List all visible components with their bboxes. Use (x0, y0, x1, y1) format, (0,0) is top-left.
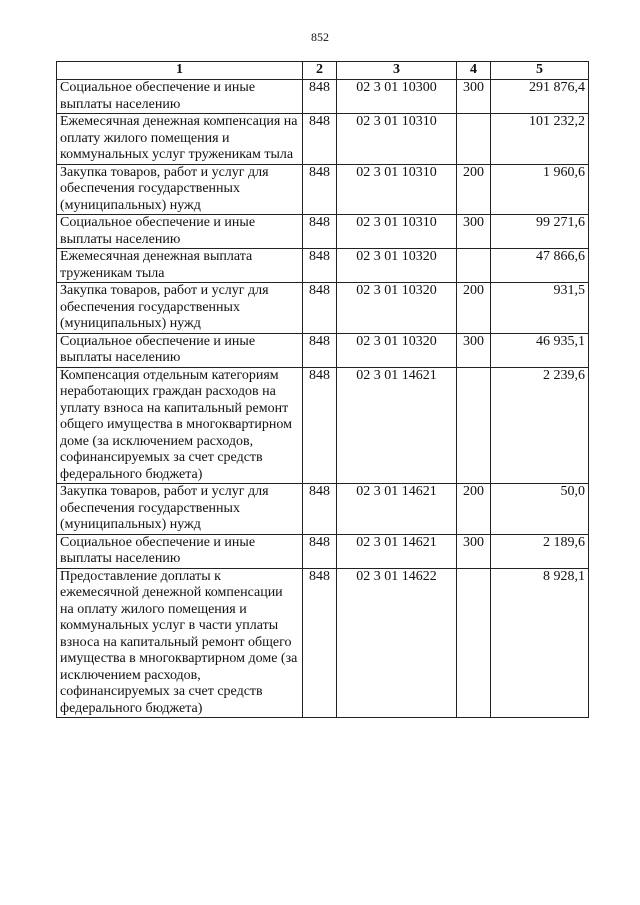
row-type: 300 (457, 534, 491, 568)
row-type (457, 568, 491, 718)
row-article: 02 3 01 10310 (337, 215, 457, 249)
table-row (57, 164, 589, 215)
row-amount: 50,0 (491, 484, 589, 535)
row-name: Ежемесячная денежная выплата труженикам тыла (57, 249, 303, 283)
row-type (457, 367, 491, 484)
row-code: 848 (303, 568, 337, 718)
row-type (457, 249, 491, 283)
row-name: Социальное обеспечение и иные выплаты населению (57, 534, 303, 568)
row-code: 848 (303, 164, 337, 215)
row-type: 200 (457, 283, 491, 334)
row-amount: 931,5 (491, 283, 589, 334)
row-amount: 2 189,6 (491, 534, 589, 568)
column-header-4: 4 (457, 62, 491, 80)
table-row (57, 283, 589, 334)
row-code: 848 (303, 249, 337, 283)
row-name: Социальное обеспечение и иные выплаты населению (57, 80, 303, 114)
row-code: 848 (303, 484, 337, 535)
row-amount: 47 866,6 (491, 249, 589, 283)
row-type: 200 (457, 484, 491, 535)
row-name: Закупка товаров, работ и услуг для обеспечения государственных (муниципальных) нужд (57, 283, 303, 334)
row-name: Ежемесячная денежная компенсация на оплату жилого помещения и коммунальных услуг труженикам тыла (57, 114, 303, 165)
table-row (57, 114, 589, 165)
row-code: 848 (303, 215, 337, 249)
header-row (57, 62, 589, 80)
row-type: 300 (457, 80, 491, 114)
row-name: Предоставление доплаты к ежемесячной денежной компенсации на оплату жилого помещения и коммунальных услуг в части уплаты взноса на капитальный ремонт общего имущества в многоквартирном доме (за исключением расходов, софинансируемых за счет средств федерального бюджета) (57, 568, 303, 718)
row-name: Компенсация отдельным категориям неработающих граждан расходов на уплату взноса на капитальный ремонт общего имущества в многоквартирном доме (за исключением расходов, софинансируемых за счет средств федерального бюджета) (57, 367, 303, 484)
row-amount: 101 232,2 (491, 114, 589, 165)
budget-table (56, 61, 589, 718)
row-article: 02 3 01 10320 (337, 249, 457, 283)
column-header-1: 1 (57, 62, 303, 80)
row-type: 200 (457, 164, 491, 215)
table-row (57, 367, 589, 484)
row-article: 02 3 01 14621 (337, 534, 457, 568)
row-amount: 8 928,1 (491, 568, 589, 718)
column-header-2: 2 (303, 62, 337, 80)
column-header-5: 5 (491, 62, 589, 80)
column-header-3: 3 (337, 62, 457, 80)
table-row (57, 249, 589, 283)
row-article: 02 3 01 10300 (337, 80, 457, 114)
table-row (57, 333, 589, 367)
row-code: 848 (303, 367, 337, 484)
row-type: 300 (457, 333, 491, 367)
row-code: 848 (303, 333, 337, 367)
row-name: Закупка товаров, работ и услуг для обеспечения государственных (муниципальных) нужд (57, 164, 303, 215)
row-type: 300 (457, 215, 491, 249)
row-name: Закупка товаров, работ и услуг для обеспечения государственных (муниципальных) нужд (57, 484, 303, 535)
row-article: 02 3 01 10310 (337, 114, 457, 165)
table-row (57, 484, 589, 535)
row-name: Социальное обеспечение и иные выплаты населению (57, 333, 303, 367)
row-amount: 99 271,6 (491, 215, 589, 249)
row-article: 02 3 01 14621 (337, 367, 457, 484)
row-article: 02 3 01 10320 (337, 283, 457, 334)
page-number: 852 (311, 30, 329, 44)
row-article: 02 3 01 14622 (337, 568, 457, 718)
row-amount: 2 239,6 (491, 367, 589, 484)
row-type (457, 114, 491, 165)
table-row (57, 534, 589, 568)
table-row (57, 80, 589, 114)
row-article: 02 3 01 10320 (337, 333, 457, 367)
row-amount: 46 935,1 (491, 333, 589, 367)
row-code: 848 (303, 114, 337, 165)
table-row (57, 568, 589, 718)
row-code: 848 (303, 534, 337, 568)
row-code: 848 (303, 80, 337, 114)
table-row (57, 215, 589, 249)
row-article: 02 3 01 10310 (337, 164, 457, 215)
row-amount: 291 876,4 (491, 80, 589, 114)
row-code: 848 (303, 283, 337, 334)
row-name: Социальное обеспечение и иные выплаты населению (57, 215, 303, 249)
row-amount: 1 960,6 (491, 164, 589, 215)
row-article: 02 3 01 14621 (337, 484, 457, 535)
